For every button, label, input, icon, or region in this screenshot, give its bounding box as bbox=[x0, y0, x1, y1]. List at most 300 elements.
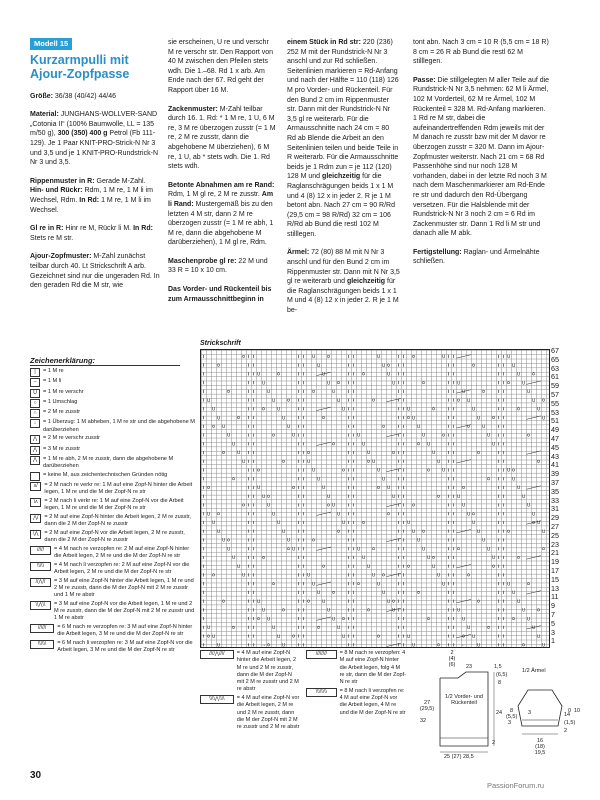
pattern-title: Kurzarmpulli mit Ajour-Zopfpasse bbox=[30, 52, 130, 81]
yarn-over-mark bbox=[387, 513, 389, 515]
legend-item bbox=[30, 378, 195, 387]
twisted-stitch-mark: U bbox=[517, 599, 521, 605]
twisted-stitch-mark: U bbox=[432, 564, 436, 570]
yarn-over-mark bbox=[527, 434, 529, 436]
cable-mark bbox=[387, 398, 401, 401]
cable-mark bbox=[317, 442, 331, 445]
twisted-stitch-mark: U bbox=[282, 529, 286, 535]
twisted-stitch-mark: U bbox=[357, 433, 361, 439]
legend-item bbox=[306, 688, 406, 717]
twisted-stitch-mark: U bbox=[267, 503, 271, 509]
yarn-over-mark bbox=[317, 626, 319, 628]
legend-item bbox=[200, 650, 300, 694]
twisted-stitch-mark: U bbox=[287, 538, 291, 544]
twisted-stitch-mark: U bbox=[462, 617, 466, 623]
cable-mark bbox=[527, 381, 541, 384]
twisted-stitch-mark: U bbox=[467, 512, 471, 518]
yarn-over-mark bbox=[382, 425, 384, 427]
yarn-over-mark bbox=[277, 373, 279, 375]
yarn-over-mark bbox=[262, 556, 264, 558]
cable-mark bbox=[317, 512, 331, 515]
legend-text: = 4 M nach re verzopfen re: 2 M auf eine Zopf-N hinter die Arbeit legen, 2 M re und die M der Zopf-N re str bbox=[54, 545, 190, 560]
twisted-stitch-mark: U bbox=[342, 407, 346, 413]
dim-s2: (5,5) bbox=[506, 714, 518, 720]
yarn-over-mark bbox=[232, 478, 234, 480]
yarn-over-mark bbox=[222, 451, 224, 453]
row-number: 49 bbox=[551, 425, 559, 435]
twisted-stitch-mark: U bbox=[212, 634, 216, 640]
yarn-over-mark bbox=[337, 381, 339, 383]
twisted-stitch-mark: U bbox=[532, 398, 536, 404]
twisted-stitch-mark: U bbox=[232, 442, 236, 448]
twisted-stitch-mark: U bbox=[327, 608, 331, 614]
yarn-over-mark bbox=[457, 399, 459, 401]
twisted-stitch-mark: U bbox=[537, 634, 541, 640]
chart-symbol-icon: ʌ/ bbox=[30, 482, 41, 491]
yarn-over-mark bbox=[342, 469, 344, 471]
twisted-stitch-mark: U bbox=[227, 547, 231, 553]
twisted-stitch-mark: U bbox=[242, 573, 246, 579]
yarn-over-mark bbox=[282, 609, 284, 611]
twisted-stitch-mark: U bbox=[522, 494, 526, 500]
legend-item bbox=[30, 456, 195, 471]
twisted-stitch-mark: U bbox=[332, 390, 336, 396]
cable-mark bbox=[457, 564, 471, 567]
yarn-over-mark bbox=[472, 364, 474, 366]
twisted-stitch-mark: U bbox=[342, 521, 346, 527]
yarn-over-mark bbox=[272, 582, 274, 584]
cable-mark bbox=[457, 460, 471, 463]
size-schematic bbox=[418, 650, 588, 762]
twisted-stitch-mark: U bbox=[427, 556, 431, 562]
yarn-over-mark bbox=[282, 460, 284, 462]
cable-mark bbox=[387, 433, 401, 436]
yarn-over-mark bbox=[207, 486, 209, 488]
dim-s9: 10 bbox=[574, 708, 581, 714]
yarn-over-mark bbox=[457, 547, 459, 549]
yarn-over-mark bbox=[422, 381, 424, 383]
twisted-stitch-mark: U bbox=[207, 398, 211, 404]
yarn-over-mark bbox=[407, 565, 409, 567]
row-number: 47 bbox=[551, 433, 559, 443]
twisted-stitch-mark: U bbox=[277, 634, 281, 640]
row-number: 27 bbox=[551, 521, 559, 531]
yarn-over-mark bbox=[432, 408, 434, 410]
yarn-over-mark bbox=[507, 381, 509, 383]
legend-item bbox=[30, 389, 195, 398]
sleeve-label: 1/2 Ärmel bbox=[522, 668, 546, 674]
yarn-over-mark bbox=[442, 434, 444, 436]
twisted-stitch-mark: U bbox=[462, 503, 466, 509]
twisted-stitch-mark: U bbox=[267, 617, 271, 623]
row-number: 39 bbox=[551, 469, 559, 479]
chart-symbol-icon: //⋀// bbox=[30, 578, 51, 587]
legend-text: = 3 M auf eine Zopf-N vor die Arbeit legen, 1 M re und 2 M re zusstr, dann die M der Zopf-N mit 2 M re zusstr und 1 M re abstr bbox=[54, 600, 195, 622]
cable-mark bbox=[527, 486, 541, 489]
yarn-over-mark bbox=[207, 635, 209, 637]
twisted-stitch-mark: U bbox=[507, 582, 511, 588]
model-tag: Modell 15 bbox=[30, 38, 72, 50]
symbol-legend bbox=[30, 368, 195, 656]
chart-symbol-icon: ⋀ bbox=[30, 446, 40, 455]
legend-text: = 6 M nach li verzopfen re: 3 M auf eine Zopf-N vor die Arbeit legen, 3 M re und die M der Zopf-N re str bbox=[57, 639, 193, 654]
legend-text: = 8 M nach li verzopfen re: 4 M auf eine Zopf-N vor die Arbeit legen, 4 M re und die M der Zopf-N re str bbox=[339, 687, 406, 716]
twisted-stitch-mark: U bbox=[537, 407, 541, 413]
twisted-stitch-mark: U bbox=[322, 599, 326, 605]
legend-text: = 1 M re bbox=[43, 368, 64, 374]
yarn-over-mark bbox=[487, 626, 489, 628]
legend-item bbox=[30, 498, 195, 513]
yarn-over-mark bbox=[337, 530, 339, 532]
twisted-stitch-mark: U bbox=[227, 433, 231, 439]
twisted-stitch-mark: U bbox=[477, 416, 481, 422]
legend-item bbox=[30, 409, 195, 418]
row-number: 57 bbox=[551, 389, 559, 399]
size-paragraph: Größe: 36/38 (40/42) 44/46 bbox=[30, 92, 117, 100]
yarn-over-mark bbox=[382, 574, 384, 576]
cable-mark bbox=[317, 582, 331, 585]
twisted-stitch-mark: U bbox=[517, 486, 521, 492]
row-number: 43 bbox=[551, 451, 559, 461]
sleeve-paragraph: Ärmel: 72 (80) 88 M mit N Nr 3 anschl und für den Bund 2 cm im Rippenmuster str. Dann mit N Nr 3,5 gl re weiterarb und gleichzeitig für die Raglanschrägungen beids 1 x 1 M und 4 (8) 12 x in jeder 2. R je 1 M be- bbox=[287, 249, 400, 315]
twisted-stitch-mark: U bbox=[272, 512, 276, 518]
twisted-stitch-mark: U bbox=[507, 468, 511, 474]
twisted-stitch-mark: U bbox=[337, 626, 341, 632]
zigzag-paragraph: Zackenmuster: M-Zahl teilbar durch 16. 1. Rd: * 1 M re, 1 U, 6 M re, 3 M re überzogen zusstr (= 1 M re, 2 M re zusstr, dann die abgehobene M überziehen), 6 M re, 1 U, ab * stets wdh. Die 1. Rd stets wdh. bbox=[168, 105, 276, 171]
legend-text: = 1 Überzug: 1 M abheben, 1 M re str und die abgehobene M darüberziehen bbox=[43, 419, 195, 433]
dim-s1: 3 bbox=[508, 720, 512, 726]
legend-text: = 1 Umschlag bbox=[43, 398, 78, 405]
twisted-stitch-mark: U bbox=[542, 529, 546, 535]
dim-sleeve-width: 16 (18) 19,5 bbox=[534, 738, 546, 756]
twisted-stitch-mark: U bbox=[232, 556, 236, 562]
yarn-over-mark bbox=[212, 574, 214, 576]
row-number: 63 bbox=[551, 363, 559, 373]
twisted-stitch-mark: U bbox=[392, 608, 396, 614]
twisted-stitch-mark: U bbox=[262, 381, 266, 387]
dim-a: 1,5 bbox=[494, 664, 502, 670]
bottom-legend-col-a bbox=[200, 650, 300, 733]
yarn-over-mark bbox=[492, 565, 494, 567]
legend-text: = 3 M auf eine Zopf-N hinter die Arbeit legen, 1 M re und 2 M re zusstr, dann die M der Zopf-N mit 2 M re zusstr und 1 M re abstr bbox=[54, 577, 194, 599]
page-number: 30 bbox=[30, 770, 42, 781]
yarn-over-mark bbox=[227, 539, 229, 541]
legend-text: = 3 M re zusstr bbox=[43, 445, 81, 452]
yoke-paragraph: Passe: Die stillgelegten M aller Teile auf die Rundstrick-N Nr 3,5 nehmen: 62 M li Ärmel, 102 M Vorderteil, 62 M re Ärmel, 102 M Rückenteil = 328 M. Rd-Anfang markieren. 1 Rd re M str, dabei die aufeinandertreffenden Rdm jeweils mit der M danach re zusstr bzw mit der M davor re überzogen zusstr = 320 M. Dann im Ajour-Zopfmuster weiterstr. Nach 21 cm = 68 Rd Passenhöhe sind nur noch 128 M vorhanden, dabei in der letzte Rd noch 3 M nach dem Maschenmarkierer am Rd-Ende re str und dadurch den Rd-Übergang versetzen. Für die Halsblende mit der Rundstrick-N Nr 3 noch 2 cm = 6 Rd im Zackenmuster str. Dann 1 Rd li M str und danach alle M abk. bbox=[413, 76, 550, 238]
chart-symbol-icon: \\\\⋀\\\\ bbox=[200, 695, 234, 704]
twisted-stitch-mark: U bbox=[217, 529, 221, 535]
twisted-stitch-mark: U bbox=[422, 433, 426, 439]
yarn-over-mark bbox=[217, 364, 219, 366]
twisted-stitch-mark: U bbox=[257, 599, 261, 605]
chart-symbol-icon: \ʌ bbox=[30, 498, 41, 507]
body-heading: Das Vorder- und Rückenteil bis zum Armausschnittbeginn in bbox=[168, 286, 272, 303]
dim-b: (6,5) bbox=[496, 672, 508, 678]
row-number: 9 bbox=[551, 601, 555, 611]
row-number: 3 bbox=[551, 627, 555, 637]
twisted-stitch-mark: U bbox=[277, 407, 281, 413]
twisted-stitch-mark: U bbox=[542, 416, 546, 422]
twisted-stitch-mark: U bbox=[377, 355, 381, 361]
sleeve-cont-paragraph: tont abn. Nach 3 cm = 10 R (5,5 cm = 18 R) 8 cm = 26 R ab Bund die restl 62 M stilllegen. bbox=[413, 39, 549, 66]
yarn-over-mark bbox=[292, 486, 294, 488]
twisted-stitch-mark: U bbox=[427, 442, 431, 448]
twisted-stitch-mark: U bbox=[277, 521, 281, 527]
cable-mark bbox=[457, 355, 471, 358]
twisted-stitch-mark: U bbox=[442, 582, 446, 588]
yarn-over-mark bbox=[217, 513, 219, 515]
row-number: 29 bbox=[551, 513, 559, 523]
yarn-over-mark bbox=[332, 443, 334, 445]
twisted-stitch-mark: U bbox=[407, 521, 411, 527]
knitting-chart bbox=[200, 349, 550, 648]
twisted-stitch-mark: U bbox=[272, 626, 276, 632]
twisted-stitch-mark: U bbox=[387, 372, 391, 378]
yarn-over-mark bbox=[377, 486, 379, 488]
twisted-stitch-mark: U bbox=[292, 433, 296, 439]
twisted-stitch-mark: U bbox=[517, 372, 521, 378]
watermark: PassionForum.ru bbox=[487, 781, 545, 790]
cable-mark bbox=[387, 468, 401, 471]
legend-text: = 2 M re zusstr bbox=[43, 409, 81, 416]
twisted-stitch-mark: U bbox=[387, 599, 391, 605]
twisted-stitch-mark: U bbox=[382, 591, 386, 597]
chart-symbol-icon: \\⋀\\ bbox=[30, 601, 51, 610]
twisted-stitch-mark: U bbox=[467, 626, 471, 632]
legend-text: = 6 M nach re verzopfen re: 3 M auf eine Zopf-N hinter die Arbeit legen, 3 M re und die M der Zopf-N re str bbox=[57, 623, 193, 638]
twisted-stitch-mark: U bbox=[387, 486, 391, 492]
twisted-stitch-mark: U bbox=[367, 451, 371, 457]
twisted-stitch-mark: U bbox=[507, 355, 511, 361]
twisted-stitch-mark: U bbox=[377, 582, 381, 588]
dim-width: 25 (27) 28,5 bbox=[444, 754, 474, 760]
twisted-stitch-mark: U bbox=[272, 398, 276, 404]
twisted-stitch-mark: U bbox=[322, 372, 326, 378]
schematic-lines bbox=[418, 650, 588, 762]
yarn-over-mark bbox=[222, 600, 224, 602]
twisted-stitch-mark: U bbox=[442, 468, 446, 474]
twisted-stitch-mark: U bbox=[442, 355, 446, 361]
yarn-over-mark bbox=[427, 617, 429, 619]
yarn-over-mark bbox=[322, 565, 324, 567]
yarn-over-mark bbox=[312, 390, 314, 392]
repeat-start-arrow: → bbox=[261, 642, 266, 647]
yarn-over-mark bbox=[237, 416, 239, 418]
row-number: 15 bbox=[551, 574, 559, 584]
twisted-stitch-mark: U bbox=[242, 459, 246, 465]
yarn-over-mark bbox=[462, 486, 464, 488]
yarn-over-mark bbox=[312, 539, 314, 541]
yarn-over-mark bbox=[532, 373, 534, 375]
yarn-over-mark bbox=[477, 451, 479, 453]
chart-symbol-icon: ⋀ bbox=[30, 456, 40, 465]
twisted-stitch-mark: U bbox=[472, 407, 476, 413]
twisted-stitch-mark: U bbox=[412, 416, 416, 422]
twisted-stitch-mark: U bbox=[522, 381, 526, 387]
twisted-stitch-mark: U bbox=[432, 451, 436, 457]
twisted-stitch-mark: U bbox=[417, 425, 421, 430]
yarn-over-mark bbox=[527, 582, 529, 584]
yarn-over-mark bbox=[472, 513, 474, 515]
chart-symbol-icon: ∩ bbox=[30, 409, 40, 418]
yarn-over-mark bbox=[377, 635, 379, 637]
chart-symbols bbox=[201, 350, 549, 647]
yarn-over-mark bbox=[292, 635, 294, 637]
legend-text: = keine M, aus zeichentechnischen Gründen nötig bbox=[43, 471, 168, 478]
twisted-stitch-mark: U bbox=[477, 529, 481, 535]
yarn-over-mark bbox=[512, 469, 514, 471]
stockinette-paragraph: Gl re in R: Hinr re M, Rückr li M. In Rd: Stets re M str. bbox=[30, 225, 153, 242]
row-number: 59 bbox=[551, 381, 559, 391]
yarn-over-mark bbox=[242, 504, 244, 506]
dim-top: 23 bbox=[466, 664, 473, 670]
dim-rib: 2 bbox=[492, 740, 496, 746]
cable-mark bbox=[527, 556, 541, 559]
material-paragraph: Material: JUNGHANS-WOLLVER-SAND „Cotonia II“ (100% Baumwolle, LL = 135 m/50 g), 300 (350) 400 g Petrol (Fb 111-129). Je 1 Paar KNIT-PRO-Strick-N Nr 3 und 3,5 und je 1 KNIT-PRO-Rundstrick-N Nr 3 und 3,5. bbox=[30, 111, 158, 167]
chart-symbol-icon: ○ bbox=[30, 399, 40, 408]
yarn-over-mark bbox=[492, 416, 494, 418]
legend-text: = 1 M li bbox=[43, 378, 62, 385]
cable-mark bbox=[457, 530, 471, 533]
yarn-over-mark bbox=[517, 556, 519, 558]
cable-mark bbox=[387, 643, 401, 646]
twisted-stitch-mark: U bbox=[362, 442, 366, 448]
row-number: 67 bbox=[551, 346, 559, 355]
twisted-stitch-mark: U bbox=[307, 573, 311, 579]
yarn-over-mark bbox=[257, 469, 259, 471]
gauge-paragraph: Maschenprobe gl re: 22 M und 33 R = 10 x 10 cm. bbox=[168, 257, 268, 275]
legend-item bbox=[30, 578, 195, 600]
row-number: 55 bbox=[551, 398, 559, 408]
yarn-over-mark bbox=[392, 451, 394, 453]
cable-mark bbox=[387, 573, 401, 576]
twisted-stitch-mark: U bbox=[512, 591, 516, 597]
yarn-over-mark bbox=[272, 434, 274, 436]
chart-symbol-icon: \\\\\ bbox=[30, 562, 51, 571]
twisted-stitch-mark: U bbox=[317, 363, 321, 369]
dim-s5: 3 bbox=[528, 710, 532, 716]
twisted-stitch-mark: U bbox=[412, 643, 416, 647]
cable-mark bbox=[457, 599, 471, 602]
twisted-stitch-mark: U bbox=[322, 486, 326, 492]
legend-item bbox=[30, 562, 195, 577]
cable-mark bbox=[387, 538, 401, 541]
legend-text: = 2 M auf eine Zopf-N vor die Arbeit legen, 2 M re zusstr, dann die 2 M der Zopf-N re zusstr bbox=[44, 529, 185, 544]
row-number: 11 bbox=[551, 592, 559, 602]
legend-text: = 2 M nach li verkr re: 1 M auf eine Zopf-N vor die Arbeit legen, 1 M re und die M der Zopf-N re str bbox=[44, 498, 184, 512]
row-number: 23 bbox=[551, 539, 559, 549]
twisted-stitch-mark: U bbox=[337, 512, 341, 518]
twisted-stitch-mark: U bbox=[267, 390, 271, 396]
yarn-over-mark bbox=[537, 609, 539, 611]
twisted-stitch-mark: U bbox=[407, 634, 411, 640]
legend-text: = 4 M auf eine Zopf-N hinter die Arbeit legen, 2 M re und 2 M re zusstr, dann die M der Zopf-N mit 2 M re zusstr und 2 M re abstr bbox=[236, 650, 299, 693]
twisted-stitch-mark: U bbox=[337, 398, 341, 404]
legend-text: = 1 M re abh, 2 M re zusstr, dann die abgehobene M darüberziehen bbox=[43, 455, 174, 470]
yarn-over-mark bbox=[507, 530, 509, 532]
twisted-stitch-mark: U bbox=[282, 416, 286, 422]
twisted-stitch-mark: U bbox=[332, 617, 336, 623]
legend-item bbox=[30, 530, 195, 545]
legend-text: = 4 M nach li verzopfen re: 2 M auf eine Zopf-N vor die Arbeit legen, 2 M re und die M der Zopf-N re str bbox=[54, 561, 190, 575]
ajour-paragraph: Ajour-Zopfmuster: M-Zahl zunächst teilbar durch 40. Lt Strickschrift A arb. Gezeichnet sind nur die ungeraden Rd. In den geraden Rd die M str, wie bbox=[30, 253, 160, 290]
yarn-over-mark bbox=[322, 416, 324, 418]
yarn-over-mark bbox=[412, 504, 414, 506]
legend-item bbox=[30, 419, 195, 434]
twisted-stitch-mark: U bbox=[377, 468, 381, 474]
yarn-over-mark bbox=[362, 521, 364, 523]
twisted-stitch-mark: U bbox=[437, 459, 441, 465]
dim-c: 8 bbox=[498, 680, 502, 686]
row-number: 25 bbox=[551, 530, 559, 540]
yarn-over-mark bbox=[432, 556, 434, 558]
row-number: 5 bbox=[551, 618, 555, 628]
chart-symbol-icon: ////// bbox=[30, 624, 54, 633]
yarn-over-mark bbox=[542, 399, 544, 401]
twisted-stitch-mark: U bbox=[472, 634, 476, 640]
yarn-over-mark bbox=[362, 373, 364, 375]
yarn-over-mark bbox=[242, 355, 244, 357]
row-number: 13 bbox=[551, 583, 559, 593]
legend-item bbox=[30, 368, 195, 377]
twisted-stitch-mark: U bbox=[467, 398, 471, 404]
twisted-stitch-mark: U bbox=[392, 494, 396, 500]
dim-s4: 14 bbox=[564, 712, 571, 718]
legend-item bbox=[30, 472, 195, 481]
repeat-end-arrow: ← bbox=[461, 642, 466, 647]
legend-item bbox=[30, 624, 195, 639]
yarn-over-mark bbox=[332, 591, 334, 593]
legend-item bbox=[30, 399, 195, 408]
twisted-stitch-mark: U bbox=[327, 381, 331, 387]
yarn-over-mark bbox=[512, 617, 514, 619]
row-number: 33 bbox=[551, 495, 559, 505]
twisted-stitch-mark: U bbox=[392, 381, 396, 387]
chart-symbol-icon: ↓ bbox=[30, 419, 40, 428]
legend-item bbox=[30, 546, 195, 561]
twisted-stitch-mark: U bbox=[422, 547, 426, 553]
twisted-stitch-mark: U bbox=[457, 381, 461, 387]
chart-symbol-icon: ⋀ bbox=[30, 435, 40, 444]
legend-text: = 8 M nach re verzopfen: 4 M auf eine Zopf-N hinter die Arbeit legen, folg 4 M re str, dann die M der Zopf-N re str bbox=[339, 650, 406, 686]
yarn-over-mark bbox=[267, 644, 269, 646]
row-number: 17 bbox=[551, 565, 559, 575]
legend-text: = 2 M re verschr zusstr bbox=[43, 435, 101, 442]
dim-body: 24 bbox=[496, 710, 503, 716]
bottom-legend-col-b bbox=[306, 650, 406, 718]
chart-symbol-icon bbox=[30, 472, 40, 481]
legend-item bbox=[30, 482, 195, 497]
twisted-stitch-mark: U bbox=[287, 425, 291, 430]
cable-mark bbox=[527, 591, 541, 594]
twisted-stitch-mark: U bbox=[307, 459, 311, 465]
twisted-stitch-mark: U bbox=[527, 617, 531, 623]
twisted-stitch-mark: U bbox=[487, 547, 491, 553]
twisted-stitch-mark: U bbox=[522, 608, 526, 614]
text-column-1 bbox=[30, 38, 160, 300]
row-numbers bbox=[551, 347, 559, 646]
twisted-stitch-mark: U bbox=[382, 363, 386, 369]
yarn-over-mark bbox=[327, 355, 329, 357]
legend-text: = 4 M auf eine Zopf-N vor die Arbeit legen, 2 M re und 2 M re zusstr, dann die M der Zopf-N mit 2 M re zusstr und 2 M re abstr bbox=[236, 695, 300, 731]
yarn-over-mark bbox=[477, 600, 479, 602]
yarn-over-mark bbox=[372, 399, 374, 401]
twisted-stitch-mark: U bbox=[207, 626, 211, 632]
twisted-stitch-mark: U bbox=[412, 529, 416, 535]
twisted-stitch-mark: U bbox=[212, 407, 216, 413]
front-back-label: 1/2 Vorder- und Rückenteil bbox=[445, 694, 483, 706]
row-number: 41 bbox=[551, 460, 559, 470]
